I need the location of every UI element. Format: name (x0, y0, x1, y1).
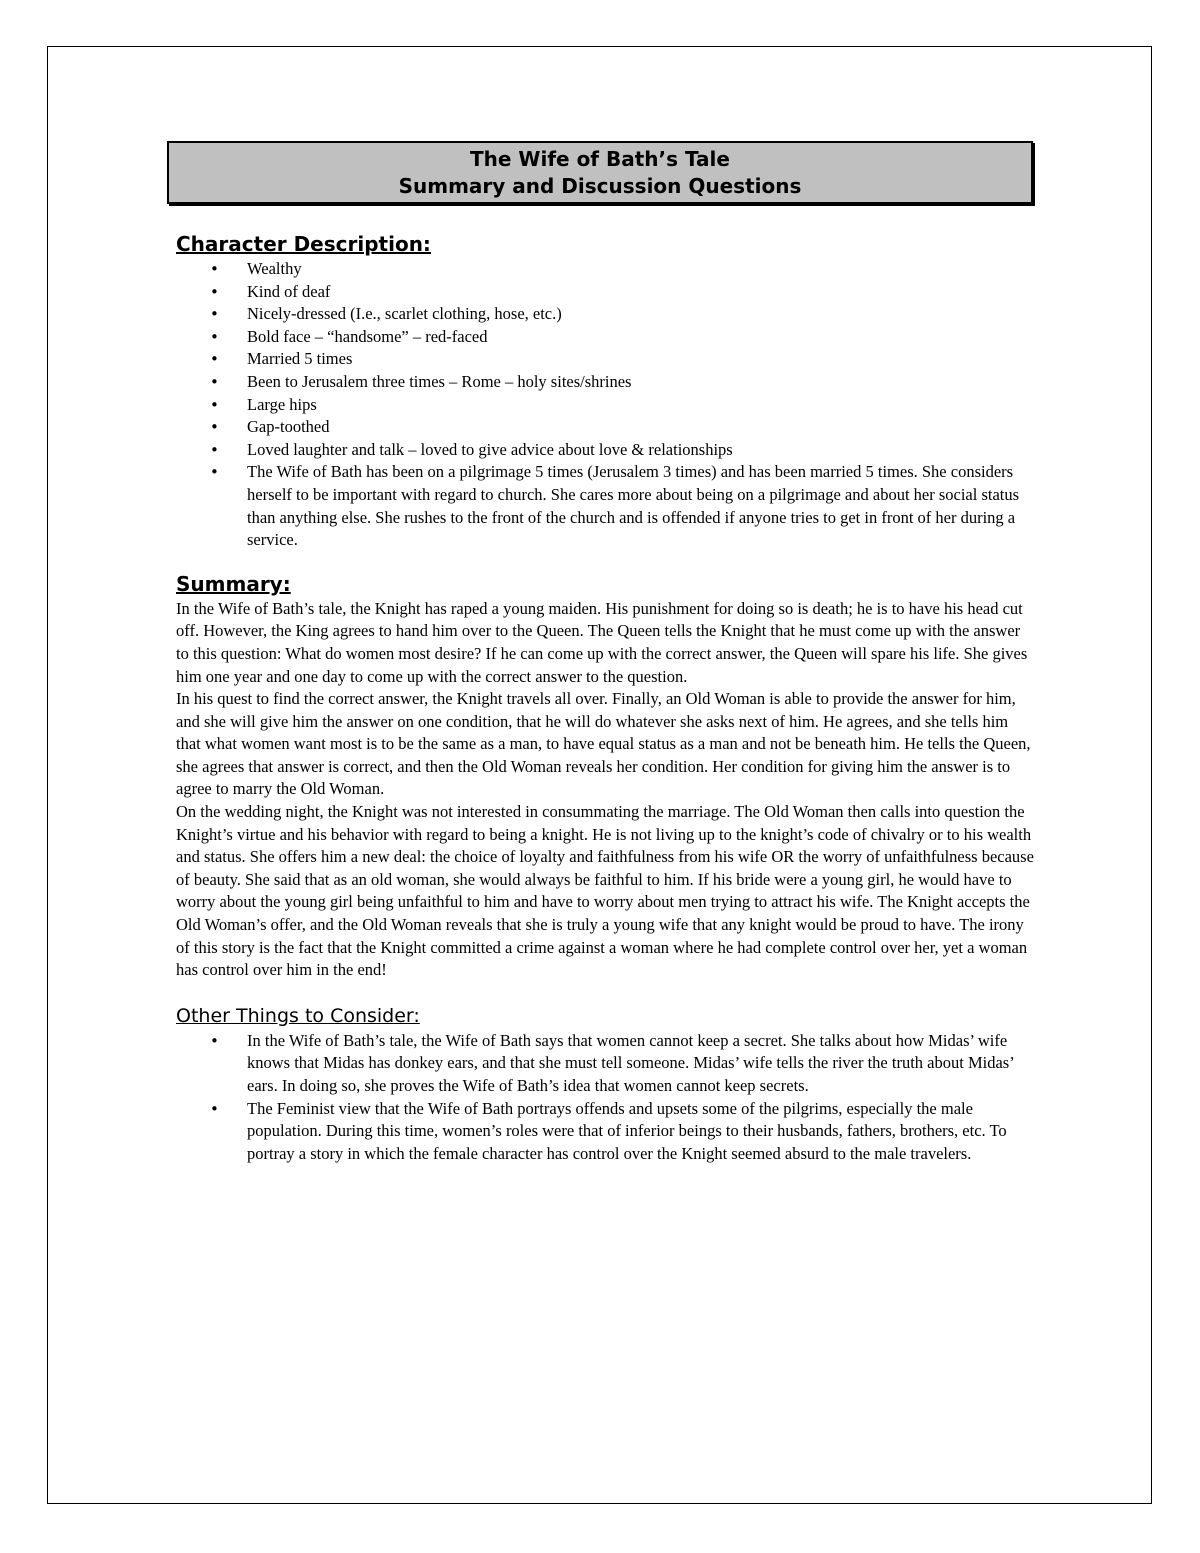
summary-paragraph: On the wedding night, the Knight was not interested in consummating the marriage. The Old Woman then calls into question the Knight’s virtue and his behavior with regard to being a knight. He is not living up to the knight’s code of chivalry or to his wealth and status. She offers him a new deal: the choice of loyalty and faithfulness from his wife OR the worry of unfaithfulness because of beauty. She said that as an old woman, she would always be faithful to him. If his bride were a young girl, he would have to worry about the young girl being unfaithful to him and have to worry about men trying to attract his wife. The Knight accepts the Old Woman’s offer, and the Old Woman reveals that she is truly a young wife that any knight would be proud to have. The irony of this story is the fact that the Knight committed a crime against a woman where he had complete control over her, yet a woman has control over him in the end! (176, 802, 1034, 980)
document-subtitle: Summary and Discussion Questions (398, 174, 802, 198)
summary-heading: Summary: (176, 571, 291, 596)
list-item: • Wealthy (176, 258, 1036, 281)
list-item: • Been to Jerusalem three times – Rome – holy sites/shrines (176, 371, 1036, 394)
list-item: • Large hips (176, 394, 1036, 417)
list-item: • Bold face – “handsome” – red-faced (176, 326, 1036, 349)
other-heading: Other Things to Consider: (176, 1004, 420, 1027)
list-item: • Nicely-dressed (I.e., scarlet clothing, hose, etc.) (176, 303, 1036, 326)
list-item: • Married 5 times (176, 348, 1036, 371)
list-item: • The Wife of Bath has been on a pilgrimage 5 times (Jerusalem 3 times) and has been married 5 times. She considers herself to be important with regard to church. She cares more about being on a pilgrimage and about her social status than anything else. She rushes to the front of the church and is offended if anyone tries to get in front of her during a service. (176, 461, 1036, 551)
list-item: • Gap-toothed (176, 416, 1036, 439)
list-item: • In the Wife of Bath’s tale, the Wife of Bath says that women cannot keep a secret. She talks about how Midas’ wife knows that Midas has donkey ears, and that she must tell someone. Midas’ wife tells the river the truth about Midas’ ears. In doing so, she proves the Wife of Bath’s idea that women cannot keep secrets. (176, 1030, 1036, 1098)
other-list (176, 1030, 1036, 1166)
character-heading: Character Description: (176, 232, 431, 256)
document-body (176, 230, 1036, 1165)
list-item: • Kind of deaf (176, 281, 1036, 304)
list-item: • Loved laughter and talk – loved to give advice about love & relationships (176, 439, 1036, 462)
document-title: The Wife of Bath’s Tale (470, 147, 730, 171)
summary-paragraph: In the Wife of Bath’s tale, the Knight has raped a young maiden. His punishment for doing so is death; he is to have his head cut off. However, the King agrees to hand him over to the Queen. The Queen tells the Knight that he must come up with the answer to this question: What do women most desire? If he can come up with the correct answer, the Queen will spare his life. She gives him one year and one day to come up with the correct answer to the question. (176, 598, 1028, 686)
title-box (167, 141, 1033, 204)
summary-paragraph: In his quest to find the correct answer, the Knight travels all over. Finally, an Old Woman is able to provide the answer for him, and she will give him the answer on one condition, that he will do whatever she asks next of him. He agrees, and she tells him that what women want most is to be the same as a man, to have equal status as a man and not be beneath him. He tells the Queen, she agrees that answer is correct, and then the Old Woman reveals her condition. Her condition for giving him the answer is to agree to marry the Old Woman. (176, 689, 1031, 799)
list-item: • The Feminist view that the Wife of Bath portrays offends and upsets some of the pilgrims, especially the male population. During this time, women’s roles were that of inferior beings to their husbands, fathers, brothers, etc. To portray a story in which the female character has control over the Knight seemed absurd to the male travelers. (176, 1098, 1036, 1166)
character-list (176, 258, 1036, 552)
